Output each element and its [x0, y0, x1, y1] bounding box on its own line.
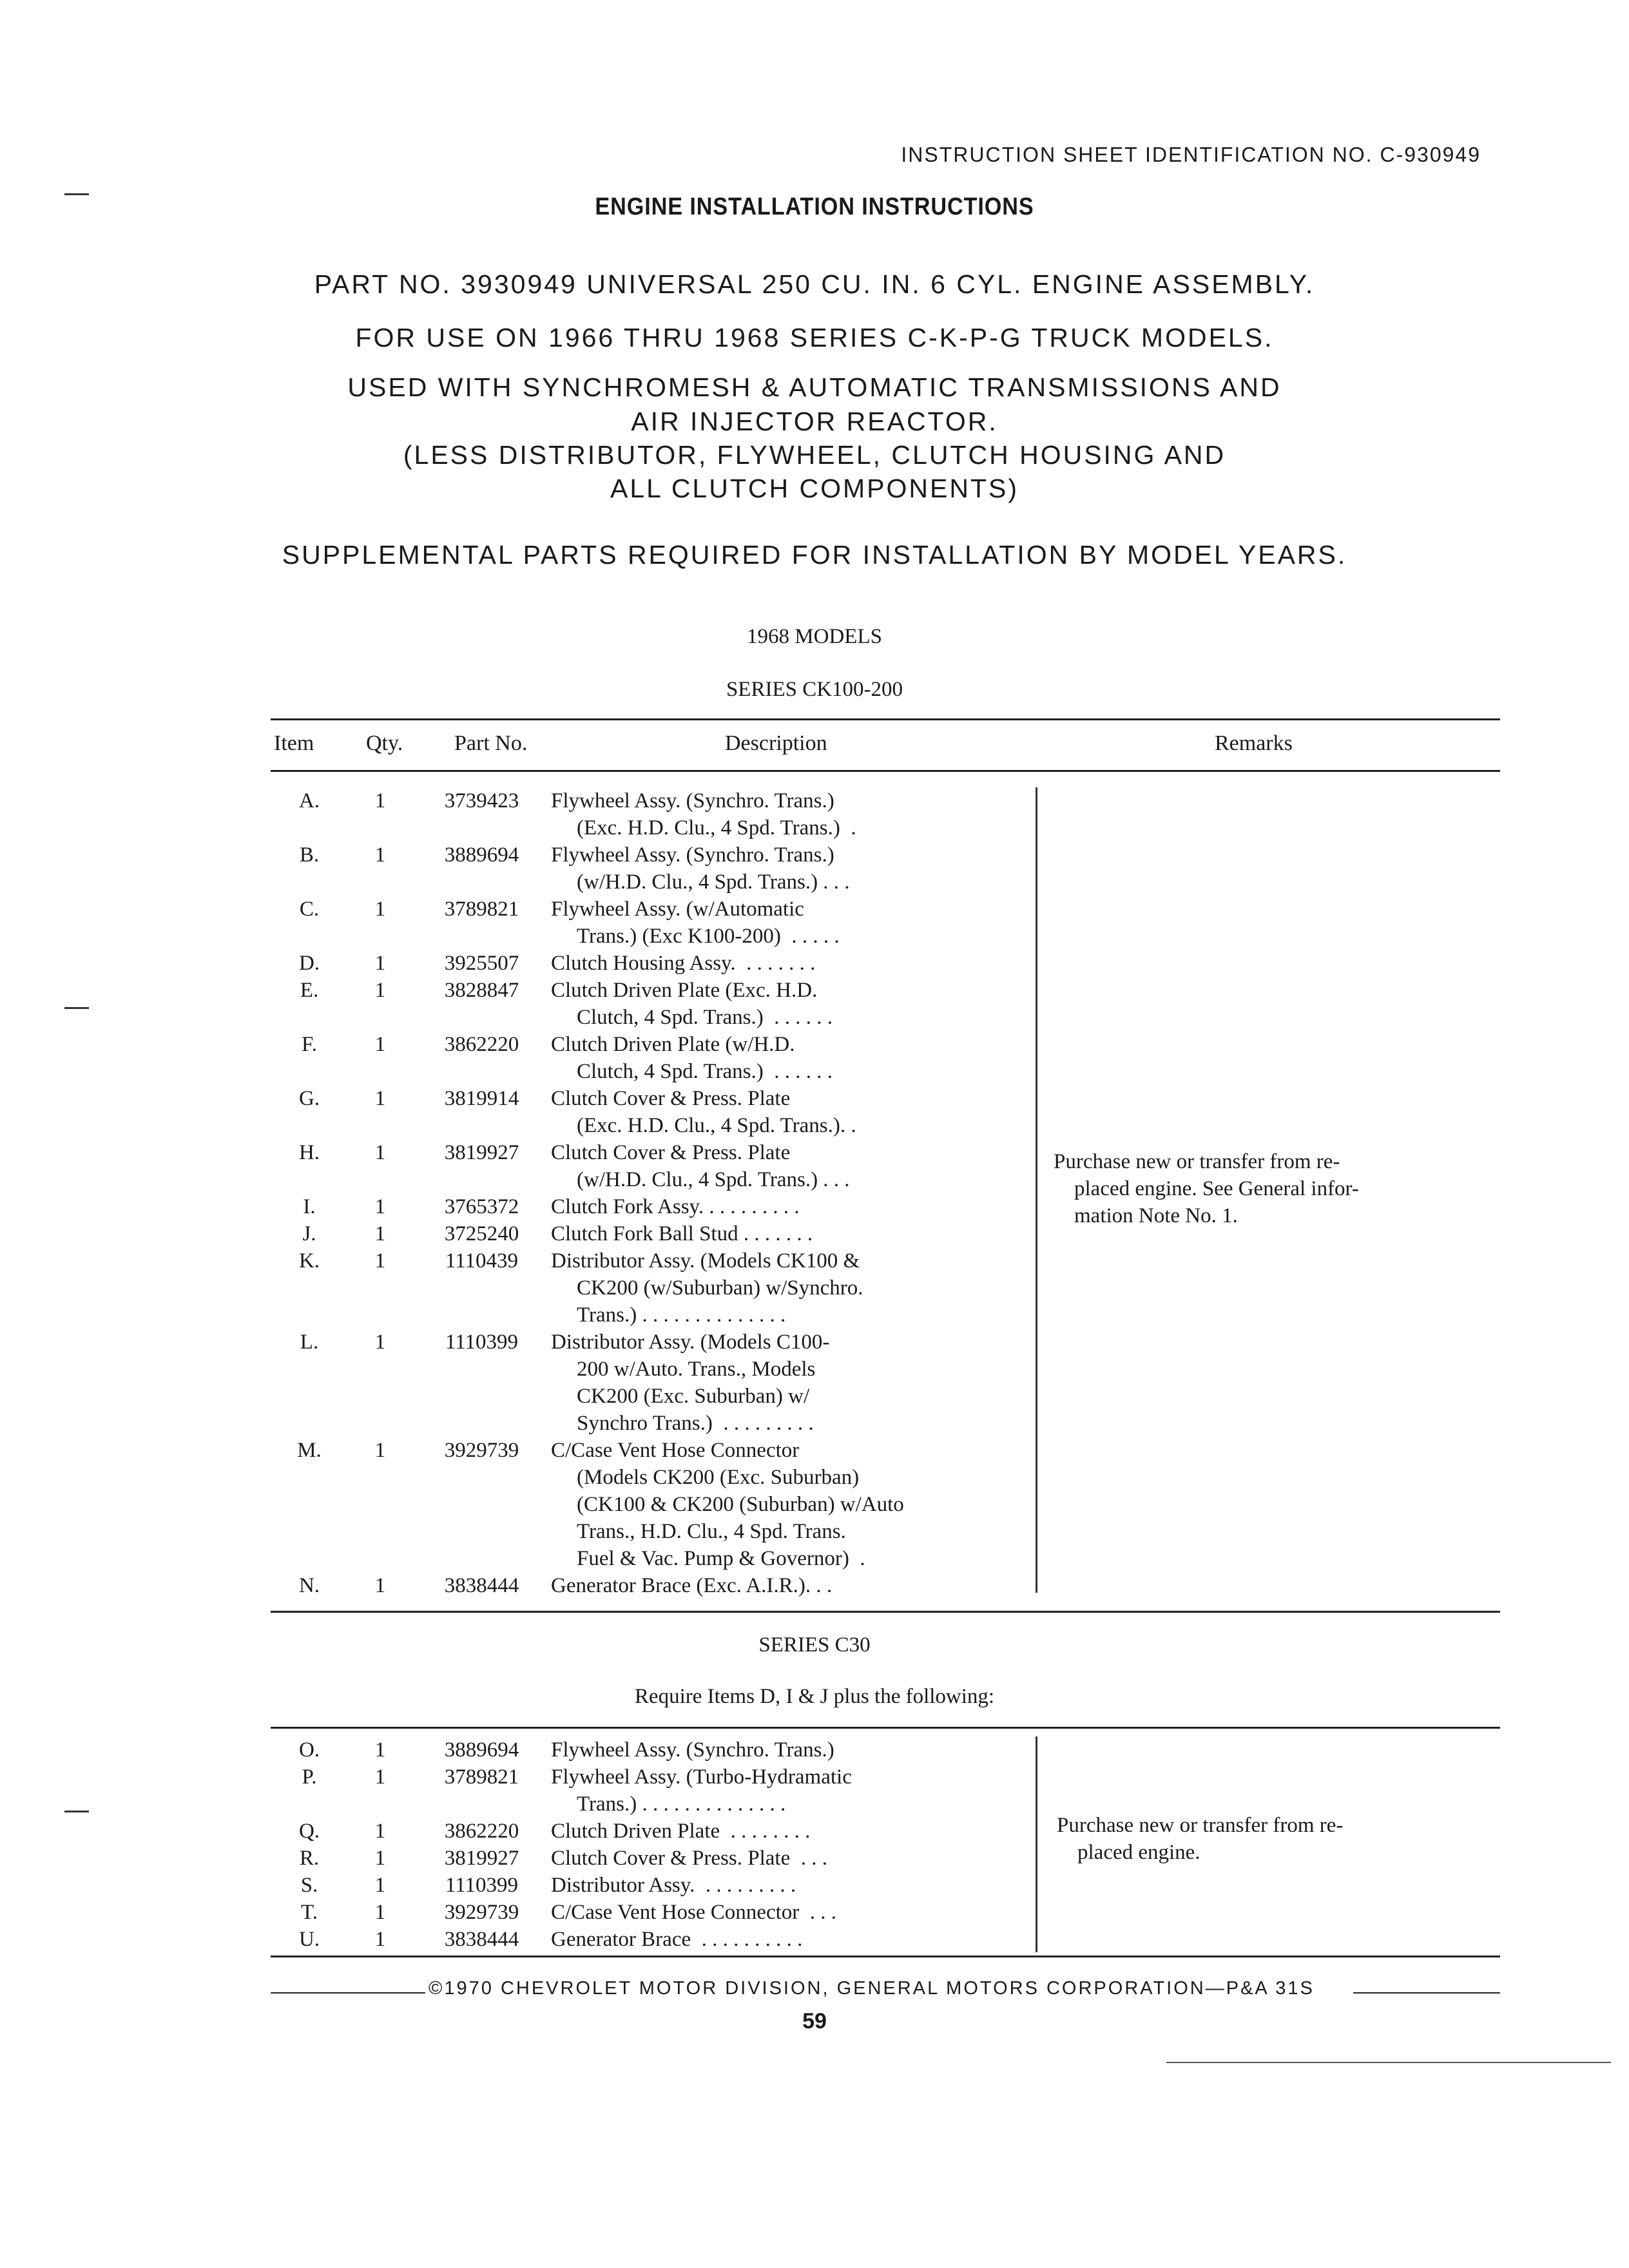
item-cell: U. [298, 1928, 320, 1951]
item-cell: E. [300, 979, 319, 1002]
remarks-line: placed engine. [1077, 1841, 1200, 1864]
item-cell: G. [298, 1087, 320, 1110]
footer-rule [271, 1992, 425, 1994]
description-cell [551, 1899, 1015, 1926]
table-row [271, 1926, 1015, 1953]
item-cell: J. [302, 1222, 316, 1245]
description-cell [551, 1193, 1015, 1220]
description-cell [551, 1031, 1015, 1085]
part-number-cell: 3862220 [444, 1820, 519, 1843]
table-bottom-rule [271, 1956, 1500, 1957]
header-bottom-rule [271, 770, 1500, 772]
part-number-cell: 3789821 [444, 1765, 519, 1789]
part-number-cell: 3889694 [444, 1738, 519, 1762]
item-cell: F. [302, 1033, 317, 1056]
qty-cell: 1 [374, 843, 386, 867]
table-row [271, 1763, 1015, 1818]
remarks-line: Purchase new or transfer from re- [1057, 1814, 1344, 1837]
part-number-cell: 3819914 [444, 1087, 519, 1110]
description-cell [551, 1247, 1015, 1329]
table-row [271, 787, 1015, 841]
description-cell [551, 1872, 1015, 1899]
part-number-cell: 1110399 [445, 1874, 519, 1897]
item-cell: L. [300, 1331, 319, 1354]
series-title: SERIES C30 [758, 1633, 871, 1657]
qty-cell: 1 [374, 1249, 386, 1273]
table-row [271, 1031, 1015, 1085]
heading-line: (LESS DISTRIBUTOR, FLYWHEEL, CLUTCH HOUSING AND [403, 440, 1226, 470]
description-line: Distributor Assy. (Models C100- [551, 1331, 830, 1354]
description-cell [551, 1085, 1015, 1139]
description-line: (w/H.D. Clu., 4 Spd. Trans.) . . . [577, 1168, 850, 1191]
part-number-cell: 3929739 [444, 1439, 519, 1462]
part-number-cell: 3925507 [444, 952, 519, 975]
part-number-cell: 3838444 [444, 1928, 519, 1951]
description-line: Generator Brace . . . . . . . . . . [551, 1928, 803, 1951]
table-row [271, 1085, 1015, 1139]
table-row [271, 1572, 1015, 1599]
description-line: Flywheel Assy. (Synchro. Trans.) [551, 843, 834, 867]
description-line: Flywheel Assy. (Synchro. Trans.) [551, 1738, 834, 1762]
grouping-brace [1021, 1736, 1037, 1952]
part-number-cell: 3828847 [444, 979, 519, 1002]
table-row [271, 1818, 1015, 1845]
item-cell: N. [298, 1574, 320, 1597]
description-cell [551, 1736, 1015, 1763]
description-line: Clutch Housing Assy. . . . . . . . [551, 952, 816, 975]
series-note: Require Items D, I & J plus the following: [634, 1685, 995, 1708]
margin-mark [64, 1007, 89, 1009]
table-row [271, 1736, 1015, 1763]
qty-cell: 1 [374, 1439, 386, 1462]
part-number-cell: 1110399 [445, 1331, 519, 1354]
description-line: Clutch Fork Ball Stud . . . . . . . [551, 1222, 813, 1245]
description-line: Flywheel Assy. (Synchro. Trans.) [551, 789, 834, 812]
description-line: Trans.) (Exc K100-200) . . . . . [577, 925, 840, 948]
table-row [271, 1437, 1015, 1572]
table-row [271, 1329, 1015, 1437]
parts-table-series-1 [271, 787, 1015, 1599]
heading-line: PART NO. 3930949 UNIVERSAL 250 CU. IN. 6 CYL. ENGINE ASSEMBLY. [314, 269, 1315, 299]
description-cell [551, 1845, 1015, 1872]
qty-cell: 1 [374, 1928, 386, 1951]
description-line: Flywheel Assy. (w/Automatic [551, 898, 804, 921]
column-header-remarks: Remarks [1215, 731, 1293, 755]
part-number-cell: 3838444 [444, 1574, 519, 1597]
column-header-item: Item [274, 731, 314, 755]
item-cell: A. [298, 789, 320, 812]
qty-cell: 1 [374, 1738, 386, 1762]
table-row [271, 1139, 1015, 1193]
table-bottom-rule [271, 1611, 1500, 1613]
table-row [271, 1220, 1015, 1247]
description-line: (Exc. H.D. Clu., 4 Spd. Trans.) . [577, 816, 856, 840]
qty-cell: 1 [374, 1765, 386, 1789]
heading-line: FOR USE ON 1966 THRU 1968 SERIES C-K-P-G TRUCK MODELS. [355, 323, 1274, 352]
description-line: C/Case Vent Hose Connector [551, 1439, 800, 1462]
footer-rule [1353, 1992, 1500, 1994]
heading-line: USED WITH SYNCHROMESH & AUTOMATIC TRANSMISSIONS AND [347, 372, 1282, 402]
item-cell: T. [301, 1901, 318, 1924]
column-header-description: Description [725, 731, 827, 755]
part-number-cell: 3889694 [444, 843, 519, 867]
page-number: 59 [802, 2009, 827, 2033]
item-cell: H. [298, 1141, 320, 1164]
qty-cell: 1 [374, 1331, 386, 1354]
qty-cell: 1 [374, 1874, 386, 1897]
description-line: Trans., H.D. Clu., 4 Spd. Trans. [577, 1520, 846, 1543]
table-row [271, 1845, 1015, 1872]
qty-cell: 1 [374, 979, 386, 1002]
remarks-line: mation Note No. 1. [1074, 1204, 1238, 1227]
part-number-cell: 3819927 [444, 1847, 519, 1870]
table-row [271, 1193, 1015, 1220]
description-cell [551, 1818, 1015, 1845]
description-cell [551, 1329, 1015, 1437]
qty-cell: 1 [374, 1033, 386, 1056]
description-cell [551, 1763, 1015, 1818]
remarks-series-2 [1057, 1812, 1343, 1866]
description-line: Clutch Cover & Press. Plate [551, 1087, 791, 1110]
remarks-line: placed engine. See General infor- [1074, 1177, 1359, 1200]
item-cell: K. [298, 1249, 320, 1273]
heading-line: ALL CLUTCH COMPONENTS) [610, 474, 1019, 503]
part-number-cell: 3819927 [444, 1141, 519, 1164]
description-line: Fuel & Vac. Pump & Governor) . [577, 1547, 865, 1570]
description-line: CK200 (w/Suburban) w/Synchro. [577, 1276, 863, 1300]
item-cell: R. [299, 1847, 320, 1870]
description-line: Clutch Driven Plate (Exc. H.D. [551, 979, 818, 1002]
models-year: 1968 MODELS [747, 625, 882, 648]
item-cell: D. [298, 952, 320, 975]
description-line: Trans.) . . . . . . . . . . . . . . [577, 1303, 786, 1327]
table-row [271, 950, 1015, 977]
description-cell [551, 841, 1015, 896]
item-cell: C. [299, 898, 320, 921]
description-line: (Exc. H.D. Clu., 4 Spd. Trans.). . [577, 1114, 856, 1137]
table-row [271, 977, 1015, 1031]
table-top-rule [271, 1727, 1500, 1729]
item-cell: S. [300, 1874, 318, 1897]
description-line: Generator Brace (Exc. A.I.R.). . . [551, 1574, 833, 1597]
qty-cell: 1 [374, 1087, 386, 1110]
table-row [271, 1872, 1015, 1899]
description-line: Clutch, 4 Spd. Trans.) . . . . . . [577, 1060, 833, 1083]
description-cell [551, 896, 1015, 950]
heading-line: AIR INJECTOR REACTOR. [631, 407, 998, 436]
description-line: Distributor Assy. . . . . . . . . . [551, 1874, 796, 1897]
description-cell [551, 1220, 1015, 1247]
item-cell: M. [297, 1439, 322, 1462]
description-line: Clutch Cover & Press. Plate . . . [551, 1847, 827, 1870]
table-row [271, 1899, 1015, 1926]
part-number-cell: 3789821 [444, 898, 519, 921]
table-row [271, 841, 1015, 896]
description-cell [551, 950, 1015, 977]
description-line: Flywheel Assy. (Turbo-Hydramatic [551, 1765, 852, 1789]
description-line: (CK100 & CK200 (Suburban) w/Auto [577, 1493, 904, 1516]
part-number-cell: 3929739 [444, 1901, 519, 1924]
part-number-cell: 3862220 [444, 1033, 519, 1056]
part-number-cell: 1110439 [445, 1249, 519, 1273]
margin-mark [64, 1811, 89, 1812]
description-cell [551, 1139, 1015, 1193]
item-cell: B. [299, 843, 320, 867]
part-number-cell: 3765372 [444, 1195, 519, 1218]
qty-cell: 1 [374, 789, 386, 812]
description-cell [551, 977, 1015, 1031]
item-cell: O. [298, 1738, 320, 1762]
description-cell [551, 1926, 1015, 1953]
item-cell: I. [303, 1195, 316, 1218]
description-line: (w/H.D. Clu., 4 Spd. Trans.) . . . [577, 870, 850, 894]
grouping-brace [1021, 787, 1037, 1593]
description-line: Distributor Assy. (Models CK100 & [551, 1249, 860, 1273]
remarks-line: Purchase new or transfer from re- [1054, 1150, 1340, 1173]
qty-cell: 1 [374, 898, 386, 921]
description-line: Clutch Driven Plate (w/H.D. [551, 1033, 795, 1056]
description-line: (Models CK200 (Exc. Suburban) [577, 1466, 860, 1489]
item-cell: P. [302, 1765, 317, 1789]
description-line: Trans.) . . . . . . . . . . . . . . [577, 1792, 786, 1816]
qty-cell: 1 [374, 1574, 386, 1597]
table-row [271, 896, 1015, 950]
sheet-identification: INSTRUCTION SHEET IDENTIFICATION NO. C-930949 [901, 143, 1481, 166]
column-header-part: Part No. [454, 731, 528, 755]
description-line: Clutch Driven Plate . . . . . . . . [551, 1820, 811, 1843]
qty-cell: 1 [374, 1820, 386, 1843]
description-cell [551, 1572, 1015, 1599]
description-line: Clutch Cover & Press. Plate [551, 1141, 791, 1164]
qty-cell: 1 [374, 1195, 386, 1218]
description-line: CK200 (Exc. Suburban) w/ [577, 1385, 810, 1408]
supplemental-heading: SUPPLEMENTAL PARTS REQUIRED FOR INSTALLATION BY MODEL YEARS. [282, 540, 1347, 570]
item-cell: Q. [298, 1820, 320, 1843]
description-line: Clutch Fork Assy. . . . . . . . . . [551, 1195, 800, 1218]
page-title: ENGINE INSTALLATION INSTRUCTIONS [595, 193, 1034, 220]
description-line: C/Case Vent Hose Connector . . . [551, 1901, 837, 1924]
part-number-cell: 3725240 [444, 1222, 519, 1245]
part-number-cell: 3739423 [444, 789, 519, 812]
table-top-rule [271, 718, 1500, 720]
series-title: SERIES CK100-200 [726, 678, 903, 701]
copyright-footer: ©1970 CHEVROLET MOTOR DIVISION, GENERAL MOTORS CORPORATION—P&A 31S [429, 1978, 1315, 1999]
description-cell [551, 787, 1015, 841]
table-row [271, 1247, 1015, 1329]
remarks-series-1 [1054, 1148, 1359, 1229]
qty-cell: 1 [374, 1141, 386, 1164]
qty-cell: 1 [374, 1222, 386, 1245]
column-header-qty: Qty. [366, 731, 403, 755]
qty-cell: 1 [374, 952, 386, 975]
qty-cell: 1 [374, 1901, 386, 1924]
parts-table-series-2 [271, 1736, 1015, 1953]
description-cell [551, 1437, 1015, 1572]
description-line: Synchro Trans.) . . . . . . . . . [577, 1412, 814, 1435]
qty-cell: 1 [374, 1847, 386, 1870]
scan-line [1166, 2062, 1611, 2063]
description-line: Clutch, 4 Spd. Trans.) . . . . . . [577, 1006, 833, 1029]
description-line: 200 w/Auto. Trans., Models [577, 1358, 816, 1381]
